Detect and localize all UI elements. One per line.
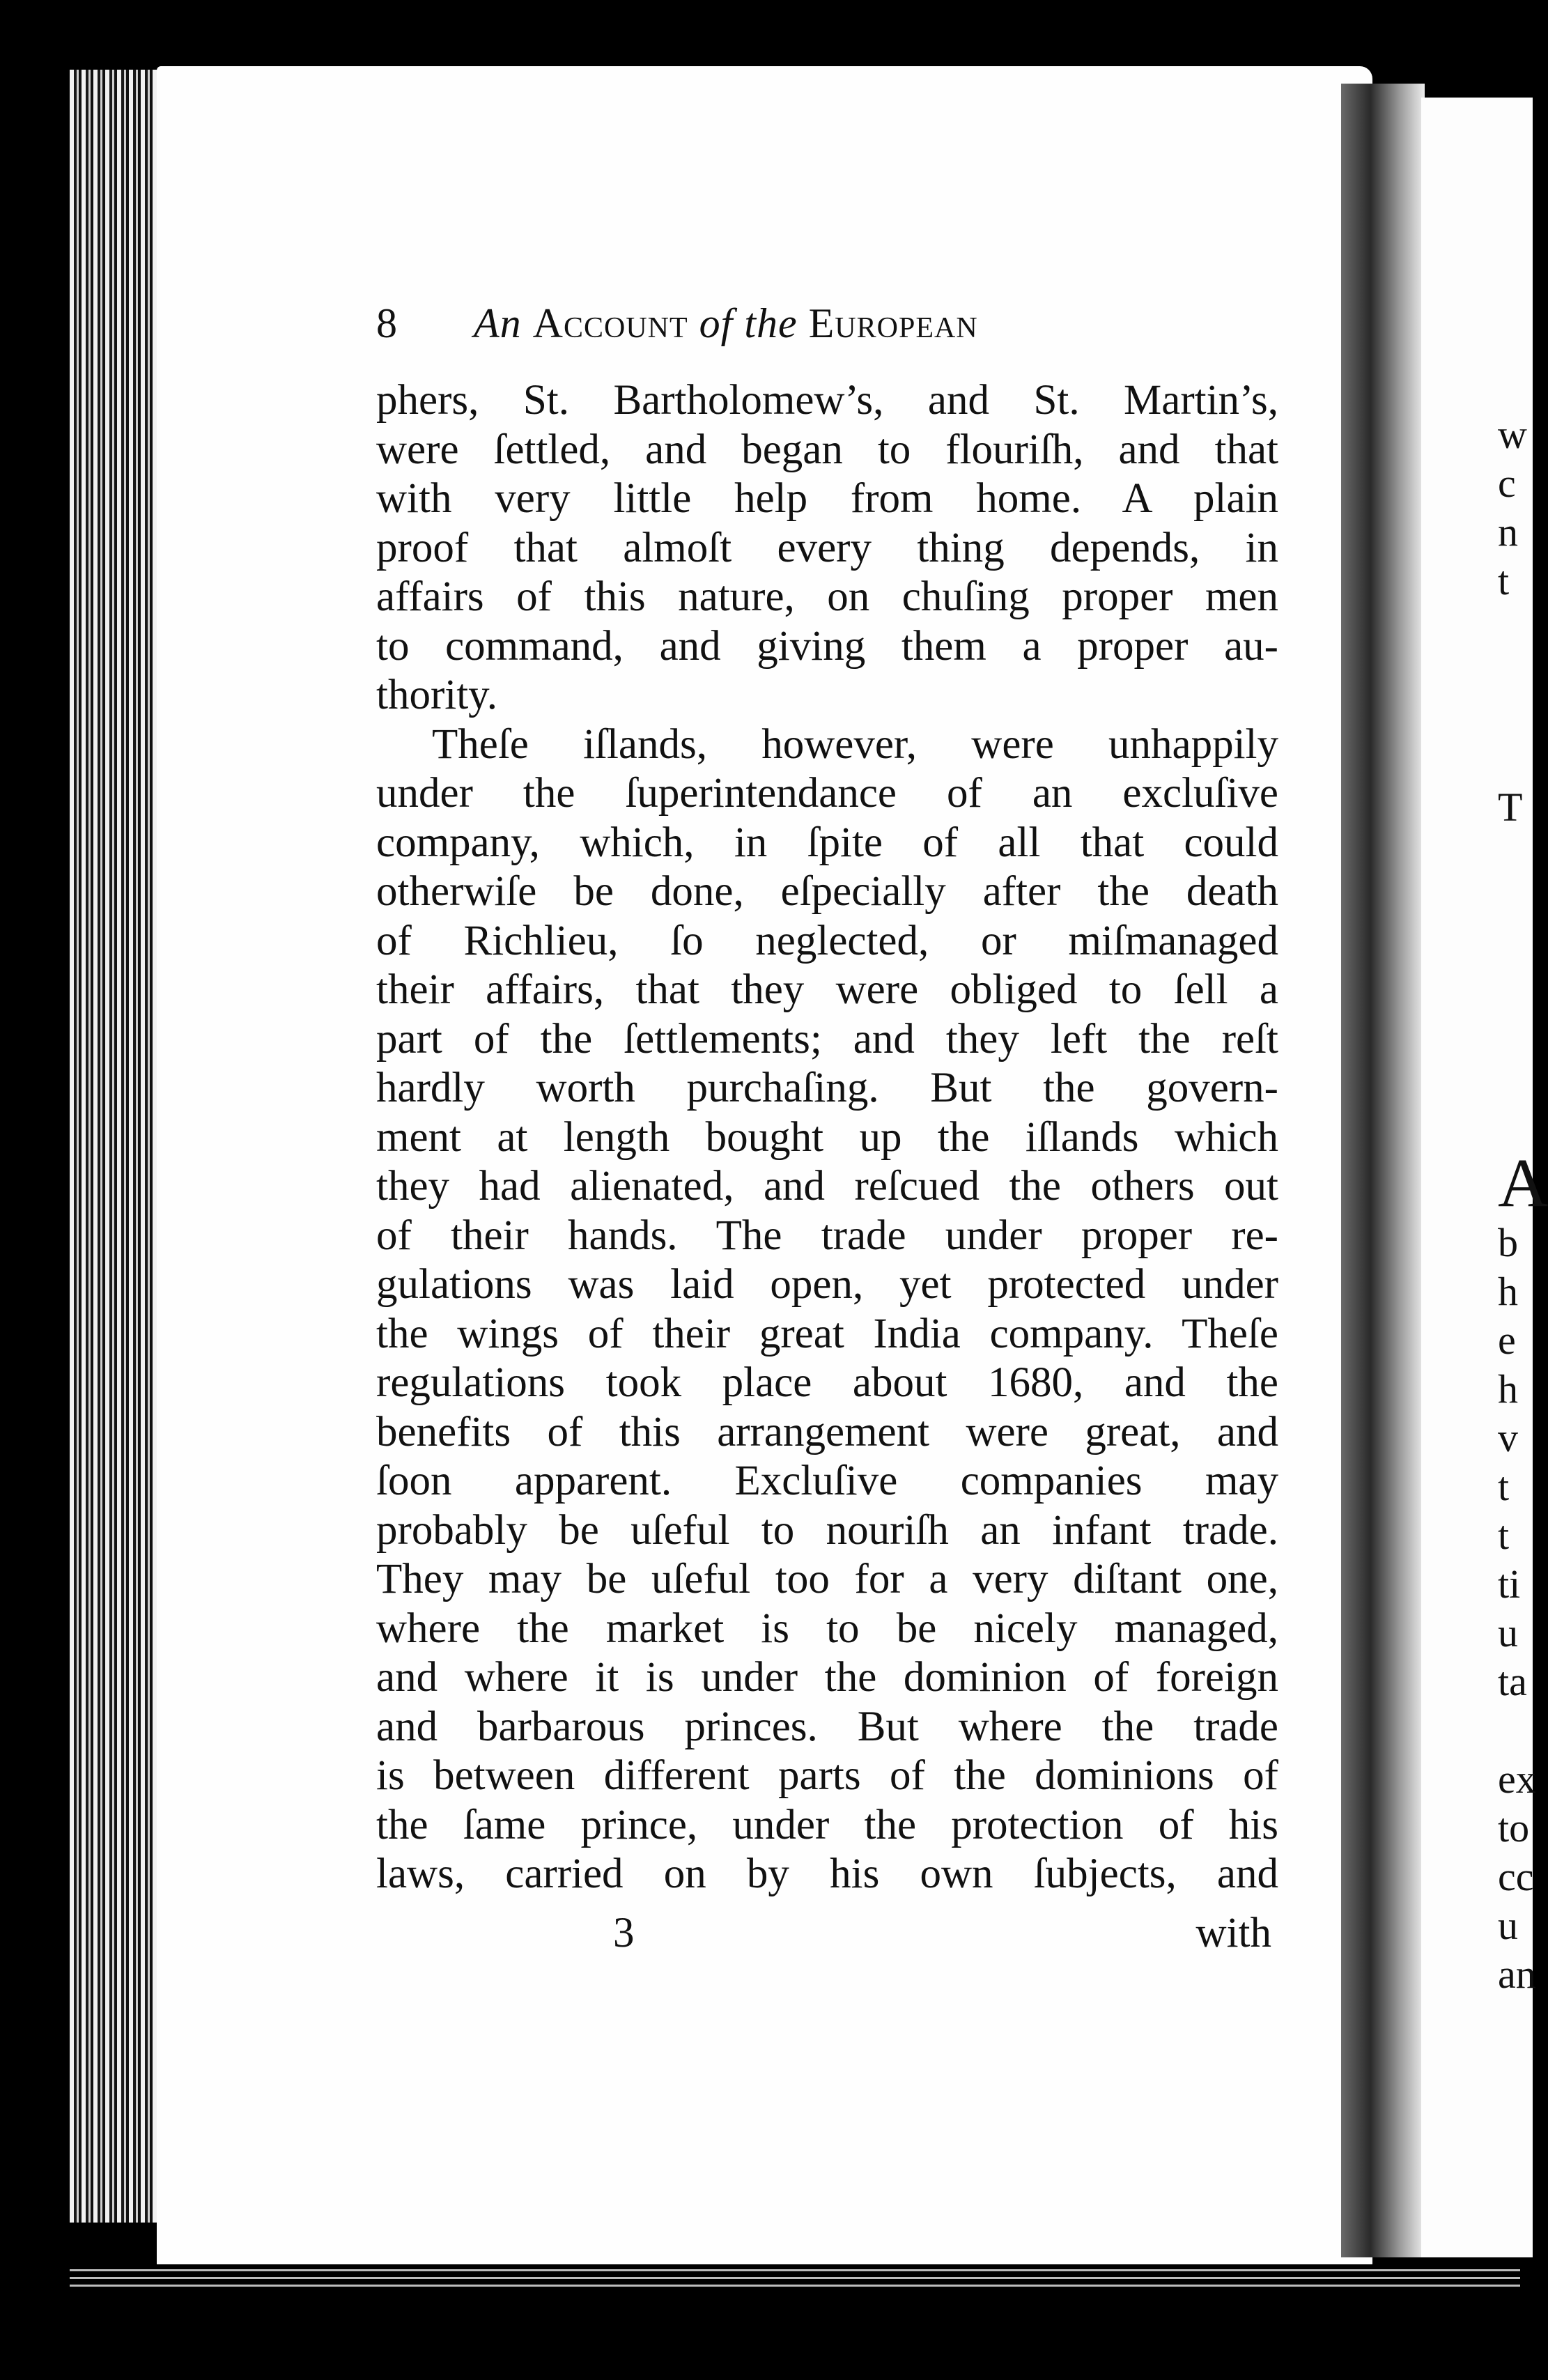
facing-fragment: h — [1498, 1269, 1518, 1314]
text-line: were ſettled, and began to flouriſh, and that — [376, 426, 1278, 473]
text-line: company, which, in ſpite of all that could — [376, 819, 1278, 866]
catchword: with — [1195, 1909, 1271, 1956]
text-line: thority. — [376, 672, 497, 718]
facing-fragment: c — [1498, 461, 1516, 506]
text-line: of Richlieu, ſo neglected, or miſmanaged — [376, 917, 1278, 964]
text-line: probably be uſeful to nouriſh an infant trade. — [376, 1506, 1278, 1554]
page-stack-edge — [70, 70, 160, 2223]
paragraph-start-line: Theſe iſlands, however, were unhappily — [432, 720, 1278, 768]
running-title-of-the: of the — [699, 300, 798, 346]
text-line: they had alienated, and reſcued the others out — [376, 1163, 1278, 1210]
text-line: and where it is under the dominion of foreign — [376, 1654, 1278, 1701]
text-line: laws, carried on by his own ſubjects, and — [376, 1850, 1278, 1897]
text-line: under the ſuperintendance of an excluſive — [376, 770, 1278, 817]
running-title-an: An — [474, 300, 522, 346]
facing-fragment: b — [1498, 1220, 1518, 1265]
text-line: benefits of this arrangement were great, and — [376, 1408, 1278, 1455]
text-line: ment at length bought up the iſlands which — [376, 1113, 1278, 1161]
facing-fragment: e — [1498, 1318, 1516, 1363]
text-line: proof that almoſt every thing depends, in — [376, 524, 1278, 571]
facing-fragment: t — [1498, 558, 1510, 603]
page-footer — [376, 1909, 1278, 1958]
facing-fragment: n — [1498, 509, 1518, 555]
text-line: regulations took place about 1680, and the — [376, 1359, 1278, 1406]
facing-fragment: w — [1498, 412, 1527, 457]
running-title-account: Account — [532, 300, 688, 346]
facing-fragment: ta — [1498, 1659, 1527, 1704]
text-line: gulations was laid open, yet protected under — [376, 1261, 1278, 1308]
running-title — [474, 300, 978, 348]
facing-fragment: ex — [1498, 1756, 1536, 1802]
facing-fragment: A — [1498, 1144, 1548, 1221]
facing-fragment: ti — [1498, 1561, 1521, 1607]
text-line: the ſame prince, under the protection of his — [376, 1801, 1278, 1848]
text-line: is between different parts of the dominions of — [376, 1752, 1278, 1799]
facing-page — [1421, 98, 1548, 2257]
text-line: hardly worth purchaſing. But the govern- — [376, 1065, 1278, 1111]
facing-fragment: to — [1498, 1805, 1530, 1850]
text-line: to command, and giving them a proper au- — [376, 622, 1278, 670]
facing-fragment: T — [1498, 785, 1523, 830]
text-line: phers, St. Bartholomew’s, and St. Martin’s, — [376, 377, 1278, 424]
page-number: 8 — [376, 300, 397, 346]
text-line: their affairs, that they were obliged to ſell a — [376, 966, 1278, 1013]
text-line: affairs of this nature, on chuſing proper men — [376, 573, 1278, 620]
text-line: the wings of their great India company. Theſe — [376, 1310, 1278, 1357]
signature-mark: 3 — [613, 1909, 635, 1956]
text-line: They may be uſeful too for a very diſtant one, — [376, 1556, 1278, 1602]
running-title-european: European — [808, 300, 978, 346]
running-head — [376, 300, 1278, 376]
text-line: and barbarous princes. But where the trade — [376, 1703, 1278, 1750]
facing-fragment: v — [1498, 1415, 1518, 1460]
text-line: of their hands. The trade under proper re- — [376, 1212, 1278, 1259]
facing-fragment: an — [1498, 1952, 1536, 1997]
facing-fragment: cc — [1498, 1854, 1534, 1899]
text-line: ſoon apparent. Excluſive companies may — [376, 1458, 1278, 1504]
facing-fragment: u — [1498, 1903, 1518, 1948]
text-line: otherwiſe be done, eſpecially after the death — [376, 868, 1278, 915]
book-gutter — [1341, 84, 1425, 2257]
text-line: with very little help from home. A plain — [376, 475, 1278, 522]
facing-fragment: h — [1498, 1366, 1518, 1412]
text-line: where the market is to be nicely managed, — [376, 1605, 1278, 1652]
facing-fragment: t — [1498, 1513, 1510, 1558]
text-line: part of the ſettlements; and they left the reſt — [376, 1015, 1278, 1062]
page-text — [376, 300, 1278, 1958]
facing-fragment: t — [1498, 1464, 1510, 1509]
page-bottom-edge — [70, 2264, 1520, 2292]
facing-fragment: u — [1498, 1610, 1518, 1655]
